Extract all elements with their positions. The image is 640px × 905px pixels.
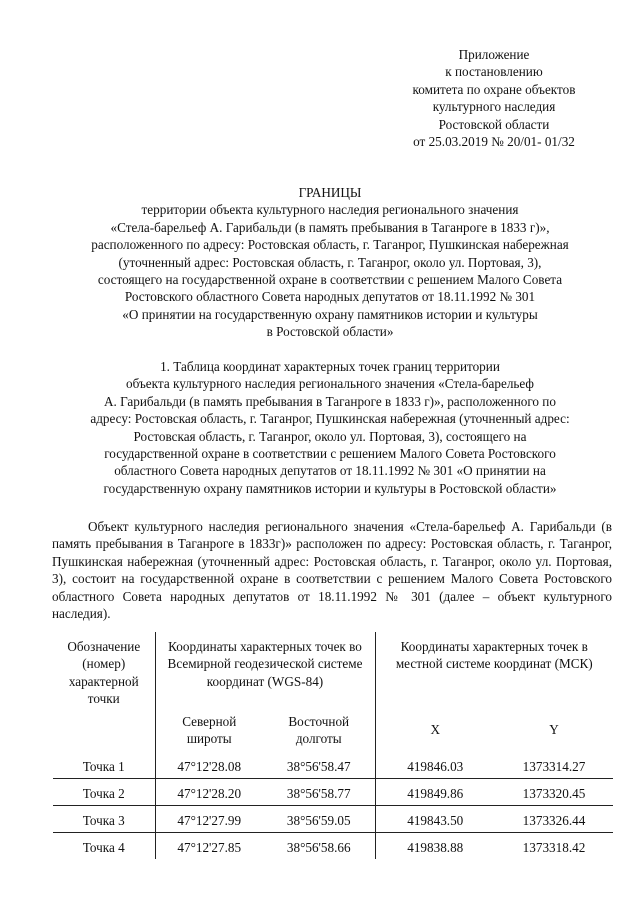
intro-paragraph-block — [52, 518, 612, 622]
section-line: объекта культурного наследия регионального значения «Стела-барельеф — [126, 376, 534, 392]
east-value: 38°56'58.47 — [263, 752, 375, 779]
point-name: Точка 2 — [53, 779, 155, 806]
header-north: Северной широты — [155, 708, 263, 752]
title-line: территории объекта культурного наследия регионального значения — [141, 202, 519, 218]
header-east: Восточной долготы — [263, 708, 375, 752]
y-value: 1373326.44 — [495, 806, 613, 833]
title-line: состоящего на государственной охране в соответствии с решением Малого Совета — [97, 272, 563, 288]
appendix-line: Ростовской области — [438, 116, 550, 132]
section-line: государственной охране в соответствии с решением Малого Совета Ростовского — [104, 446, 556, 462]
east-value: 38°56'59.05 — [263, 806, 375, 833]
header-point: Обозначение (номер) характерной точки — [67, 639, 141, 707]
title-line: (уточненный адрес: Ростовская область, г. Таганрог, около ул. Портовая, 3), — [118, 254, 542, 270]
header-y: Y — [549, 722, 559, 738]
appendix-line: культурного наследия — [432, 99, 556, 115]
y-value: 1373318.42 — [495, 833, 613, 860]
header-x: X — [430, 722, 441, 738]
title-line: Ростовского областного Совета народных депутатов от 18.11.1992 № 301 — [124, 289, 536, 305]
point-name: Точка 3 — [53, 806, 155, 833]
north-value: 47°12'28.20 — [155, 779, 263, 806]
x-value: 419846.03 — [407, 759, 464, 774]
y-value: 1373320.45 — [495, 779, 613, 806]
table-row — [53, 833, 613, 860]
intro-paragraph: Объект культурного наследия регионального значения «Стела-барельеф А. Гарибальди (в память пребывания в Таганроге в 1833г)» расположен по адресу: Ростовская область, г. Таганрог, Пушкинская набережная (уточненный адрес: Ростовская область, г. Таганрог, около ул. Портовая, 3), состоит на государственной охране в соответствии с решением Малого Совета Ростовского областного Совета народных депутатов от 18.11.1992 № 301 (далее – объект культурного наследия). — [52, 519, 612, 622]
section-line: 1. Таблица координат характерных точек границ территории — [160, 359, 500, 374]
appendix-line: Приложение — [458, 47, 530, 62]
north-value: 47°12'27.99 — [155, 806, 263, 833]
section-heading — [40, 358, 620, 497]
point-name: Точка 4 — [53, 833, 155, 860]
header-wgs: Координаты характерных точек во Всемирной геодезической системе координат (WGS-84) — [155, 632, 375, 708]
title-line: «Стела-барельеф А. Гарибальди (в память пребывания в Таганроге в 1833 г)», — [110, 219, 550, 235]
north-value: 47°12'28.08 — [155, 752, 263, 779]
x-value: 419843.50 — [375, 806, 495, 833]
appendix-line: комитета по охране объектов — [412, 81, 576, 97]
header-empty — [53, 708, 155, 752]
document-title — [40, 184, 620, 341]
east-value: 38°56'58.66 — [263, 833, 375, 860]
section-line: Ростовская область, г. Таганрог, около ул. Портовая, 3), состоящего на — [133, 428, 527, 444]
appendix-line: от 25.03.2019 № 20/01- 01/32 — [413, 134, 575, 150]
section-line: государственную охрану памятников истории и культуры в Ростовской области» — [103, 480, 557, 496]
table-row — [53, 752, 613, 779]
table-row — [53, 779, 613, 806]
coordinates-table — [53, 632, 613, 859]
x-value: 419849.86 — [375, 779, 495, 806]
title-line: расположенного по адресу: Ростовская область, г. Таганрог, Пушкинская набережная — [91, 237, 569, 253]
table-row — [53, 806, 613, 833]
appendix-header — [370, 46, 618, 150]
section-line: областного Совета народных депутатов от 18.11.1992 № 301 «О принятии на — [114, 463, 546, 479]
point-name: Точка 1 — [82, 759, 125, 774]
section-line: адресу: Ростовская область, г. Таганрог, Пушкинская набережная (уточненный адрес: — [90, 411, 570, 427]
header-msk: Координаты характерных точек в местной системе координат (МСК) — [395, 639, 593, 672]
appendix-line: к постановлению — [445, 64, 543, 80]
north-value: 47°12'27.85 — [155, 833, 263, 860]
title-line: «О принятии на государственную охрану памятников истории и культуры — [122, 306, 538, 322]
x-value: 419838.88 — [375, 833, 495, 860]
east-value: 38°56'58.77 — [263, 779, 375, 806]
section-line: А. Гарибальди (в память пребывания в Таганроге в 1833 г)», расположенного по — [104, 393, 556, 409]
y-value: 1373314.27 — [522, 759, 586, 774]
title-line: в Ростовской области» — [266, 324, 394, 340]
title-heading: ГРАНИЦЫ — [298, 185, 362, 200]
